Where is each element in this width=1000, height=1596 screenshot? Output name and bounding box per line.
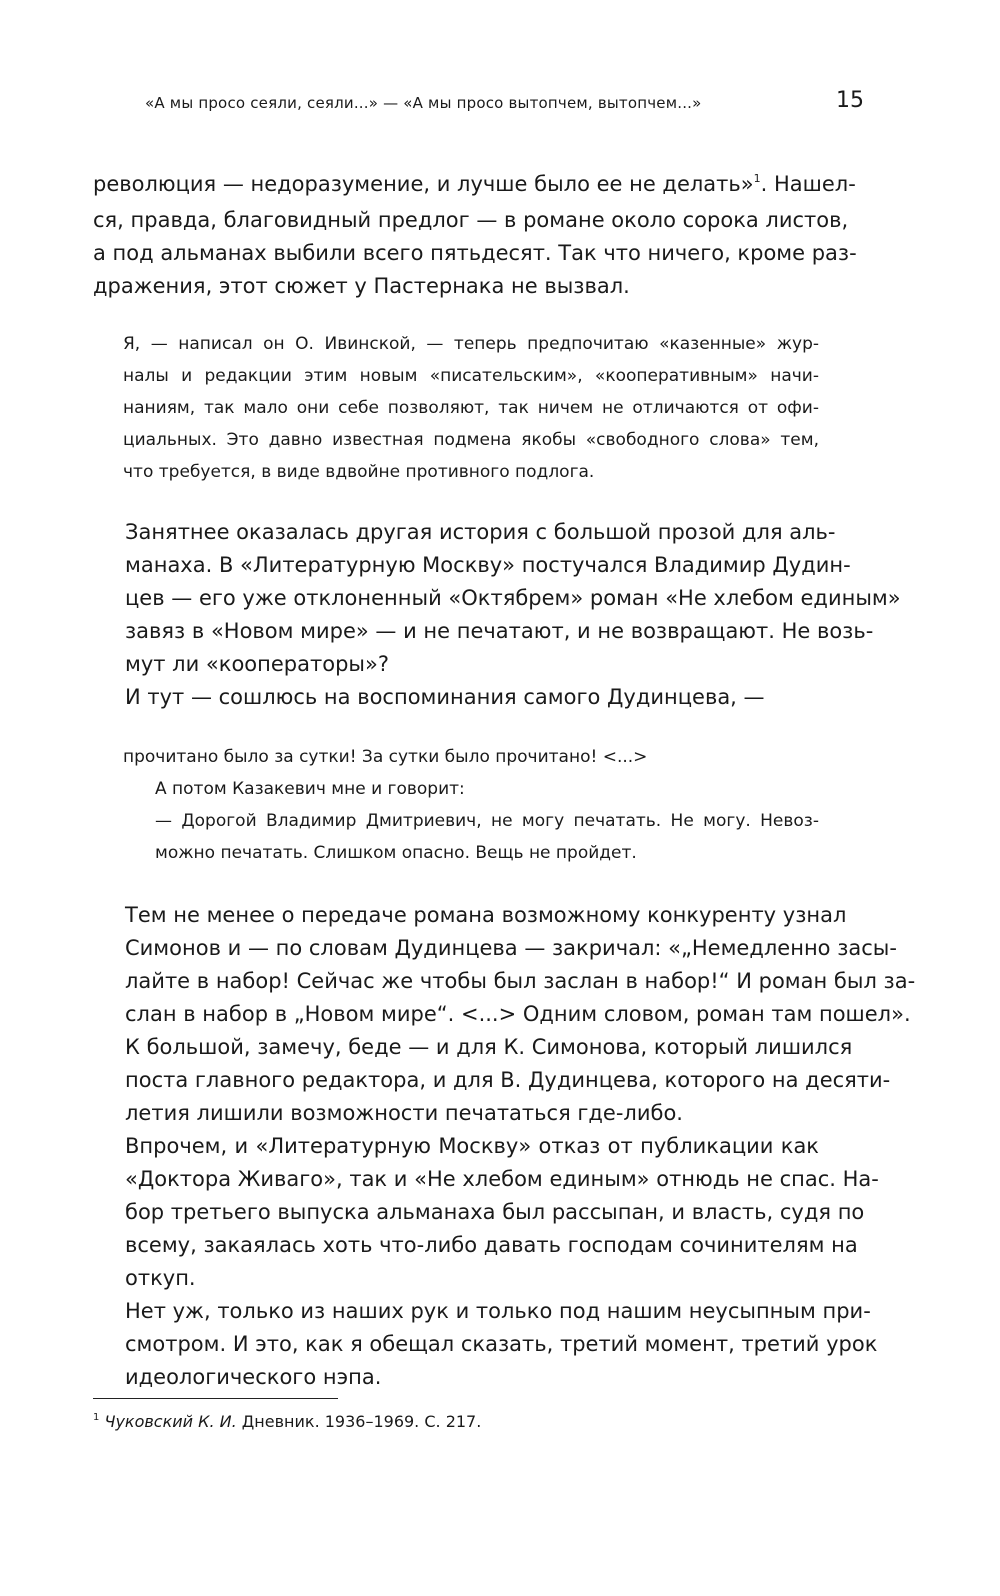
text-line: всему, закаялась хоть что-либо давать господам сочинителям на <box>125 1233 858 1257</box>
text-line: Нет уж, только из наших рук и только под нашим неусыпным при- <box>125 1299 871 1323</box>
text-line: слан в набор в „Новом мире“. <...> Одним словом, роман там пошел». <box>125 1002 911 1026</box>
text-line: что требуется, в виде вдвойне противного подлога. <box>123 462 595 482</box>
text-line: прочитано было за сутки! За сутки было прочитано! <...> <box>123 747 648 767</box>
text-line: К большой, замечу, беде — и для К. Симонова, который лишился <box>125 1035 853 1059</box>
quote-paragraph <box>123 773 819 805</box>
text-line: откуп. <box>125 1266 196 1290</box>
footnote <box>93 1410 481 1437</box>
text-line: налы и редакции этим новым «писательским», «кооперативным» начи- <box>123 366 819 386</box>
footnote-text: Дневник. 1936–1969. С. 217. <box>236 1412 482 1431</box>
text-line: Тем не менее о передаче романа возможному конкуренту узнал <box>125 903 847 927</box>
text-line: поста главного редактора, и для В. Дудинцева, которого на десяти- <box>125 1068 891 1092</box>
quote-paragraph <box>123 741 819 773</box>
text-line: манаха. В «Литературную Москву» постучался Владимир Дудин- <box>125 553 851 577</box>
text-line: смотром. И это, как я обещал сказать, третий момент, третий урок <box>125 1332 878 1356</box>
paragraph <box>93 516 901 681</box>
footnote-marker: 1 <box>93 1412 100 1423</box>
footnote-ref[interactable]: 1 <box>753 172 761 185</box>
text-line: наниям, так мало они себе позволяют, так ничем не отличаются от офи- <box>123 398 819 418</box>
text-line: А потом Казакевич мне и говорит: <box>155 779 465 799</box>
text-line: «Доктора Живаго», так и «Не хлебом единым» отнюдь не спас. На- <box>125 1167 879 1191</box>
text-line: лайте в набор! Сейчас же чтобы был заслан в набор!“ И роман был за- <box>125 969 916 993</box>
footnote-author: Чуковский К. И. <box>104 1412 237 1431</box>
paragraph <box>93 1031 891 1130</box>
paragraph-block-3 <box>93 899 916 1394</box>
text-line: мут ли «кооператоры»? <box>125 652 389 676</box>
text-line: Занятнее оказалась другая история с большой прозой для аль- <box>125 520 836 544</box>
text-line: И тут — сошлюсь на воспоминания самого Дудинцева, — <box>125 685 765 709</box>
text-line: революция — недоразумение, и лучше было ее не делать»$^1$. Нашел- <box>93 172 856 196</box>
paragraph-block-2 <box>93 516 901 714</box>
paragraph-block-1 <box>93 168 857 303</box>
quote-paragraph <box>123 328 819 488</box>
text-line: а под альманах выбили всего пятьдесят. Так что ничего, кроме раз- <box>93 241 857 265</box>
quote-paragraph <box>123 805 819 869</box>
paragraph <box>93 899 916 1031</box>
text-line: цев — его уже отклоненный «Октябрем» роман «Не хлебом единым» <box>125 586 901 610</box>
text-line: — Дорогой Владимир Дмитриевич, не могу печатать. Не могу. Невоз- <box>155 811 819 831</box>
text-line: можно печатать. Слишком опасно. Вещь не пройдет. <box>155 843 637 863</box>
footnote-divider <box>93 1398 338 1399</box>
text-line: дражения, этот сюжет у Пастернака не вызвал. <box>93 274 630 298</box>
paragraph <box>93 168 857 303</box>
paragraph <box>93 1130 879 1295</box>
text-line: Симонов и — по словам Дудинцева — закричал: «„Немедленно засы- <box>125 936 897 960</box>
paragraph <box>93 681 819 714</box>
running-header: «А мы просо сеяли, сеяли...» — «А мы просо вытопчем, вытопчем...» <box>145 94 702 112</box>
block-quote-2 <box>123 741 819 869</box>
paragraph <box>93 1295 878 1394</box>
block-quote-1 <box>123 328 819 488</box>
text-line: идеологического нэпа. <box>125 1365 382 1389</box>
page-number: 15 <box>836 88 864 113</box>
text-line: Впрочем, и «Литературную Москву» отказ от публикации как <box>125 1134 819 1158</box>
text-line: бор третьего выпуска альманаха был рассыпан, и власть, судя по <box>125 1200 865 1224</box>
text-line: циальных. Это давно известная подмена якобы «свободного слова» тем, <box>123 430 819 450</box>
text-line: ся, правда, благовидный предлог — в романе около сорока листов, <box>93 208 849 232</box>
text-line: завяз в «Новом мире» — и не печатают, и не возвращают. Не возь- <box>125 619 874 643</box>
text-line: летия лишили возможности печататься где-либо. <box>125 1101 683 1125</box>
text-line: Я, — написал он О. Ивинской, — теперь предпочитаю «казенные» жур- <box>123 334 819 354</box>
